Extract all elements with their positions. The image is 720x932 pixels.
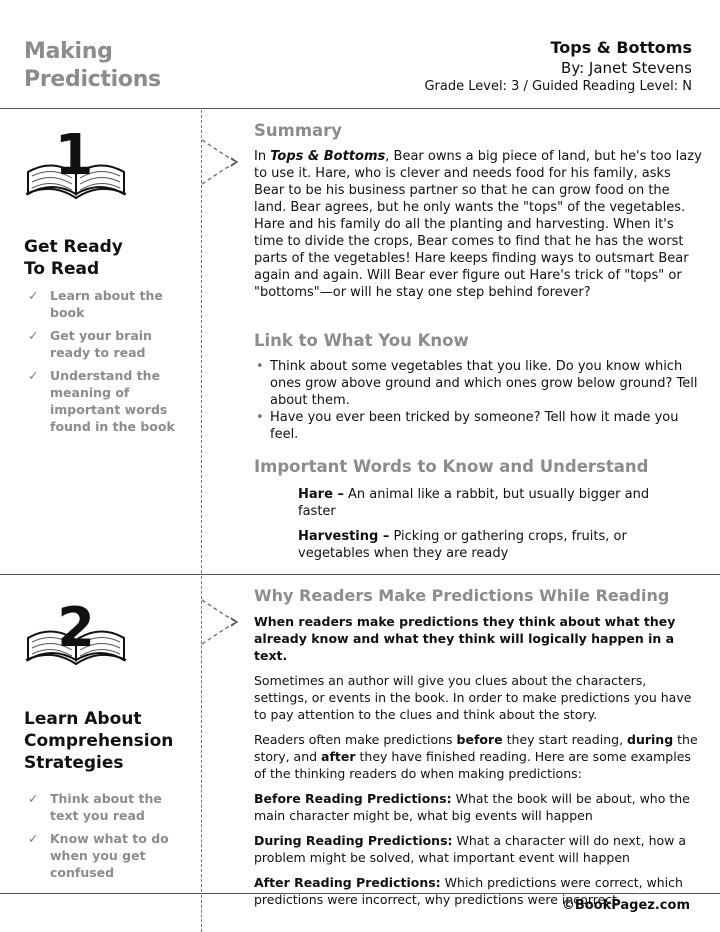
vocab-item <box>298 486 688 520</box>
step2-checklist <box>24 790 194 887</box>
page-title <box>24 38 161 94</box>
open-book-icon <box>22 588 132 668</box>
checklist-item-label: Understand the meaning of important words found in the book <box>50 368 175 434</box>
during-label: During Reading Predictions: <box>254 833 453 848</box>
vocab-list <box>298 486 688 570</box>
summary-text-in: In <box>254 149 271 164</box>
step2-heading-line2: Comprehension <box>24 731 174 751</box>
check-icon: ✓ <box>28 831 39 846</box>
open-book-icon <box>22 122 132 202</box>
summary-book-title: Tops & Bottoms <box>270 149 386 164</box>
step-number: 1 <box>54 123 94 188</box>
page-title-line2: Predictions <box>24 67 161 92</box>
vocab-term: Hare – <box>298 487 344 502</box>
dashed-arrow-icon <box>200 598 240 648</box>
bullet-text: Think about some vegetables that you like. Do you know which ones grow above ground and which ones grow below ground? Tell about them. <box>270 359 698 408</box>
why-intro: When readers make predictions they think about what they already know and what they think will logically happen in a text. <box>254 614 676 663</box>
copyright: ©BookPagez.com <box>561 898 690 913</box>
step1-heading <box>24 236 123 280</box>
before-predictions <box>254 790 702 824</box>
why-heading: Why Readers Make Predictions While Reading <box>254 586 670 605</box>
before-text: What the book will be about, who the main character might be, what big events will happen <box>254 791 690 823</box>
during-text: What a character will do next, how a problem might be solved, what important event will happen <box>254 833 687 865</box>
why-para2 <box>254 731 702 782</box>
why-para2-g: they have finished reading. Here are some examples of the thinking readers do when making predictions: <box>254 749 691 781</box>
vocab-definition: Picking or gathering crops, fruits, or vegetables when they are ready <box>298 529 627 561</box>
vocab-definition: An animal like a rabbit, but usually bigger and faster <box>298 487 650 519</box>
step2-heading-line1: Learn About <box>24 709 142 729</box>
checklist-item <box>24 367 184 435</box>
after-label: After Reading Predictions: <box>254 875 441 890</box>
bullet-item <box>256 409 702 443</box>
before-label: Before Reading Predictions: <box>254 791 452 806</box>
why-para2-a: Readers often make predictions <box>254 732 457 747</box>
summary-heading: Summary <box>254 121 343 140</box>
check-icon: ✓ <box>28 288 39 303</box>
bullet-dot: • <box>256 359 264 374</box>
why-para2-during: during <box>627 732 674 747</box>
checklist-item-label: Learn about the book <box>50 288 163 320</box>
after-text: Which predictions were correct, which predictions were incorrect, why predictions were incorrect <box>254 875 683 907</box>
summary-text-rest: , Bear owns a big piece of land, but he's too lazy to use it. Hare, who is clever and needs food for his family, asks Bear to be his business partner so that he can grow food on the land. Bear agrees, but he only wants the "tops" of the vegetables. Hare and his family do all the planting and harvesting. When it's time to divide the crops, Bear comes to find that he has the worst parts of the vegetables! Hare keeps finding ways to outsmart Bear again and again. Will Bear ever figure out Hare's trick of "tops" or "bottoms"—or will he stay one step behind forever? <box>254 149 702 300</box>
bullet-dot: • <box>256 410 264 425</box>
section-divider <box>0 574 720 575</box>
bullet-item <box>256 358 702 409</box>
summary-text <box>254 148 702 301</box>
checklist-item <box>24 790 194 824</box>
book-author: By: Janet Stevens <box>561 59 692 77</box>
checklist-item <box>24 327 184 361</box>
check-icon: ✓ <box>28 328 39 343</box>
checklist-item-label: Think about the text you read <box>50 791 162 823</box>
checklist-item <box>24 287 184 321</box>
checklist-item <box>24 830 194 881</box>
column-divider-3 <box>201 895 202 932</box>
why-para2-c: they start reading, <box>502 732 628 747</box>
book-title: Tops & Bottoms <box>550 38 692 57</box>
why-para2-after: after <box>321 749 356 764</box>
step2-heading <box>24 708 173 774</box>
why-para2-e: the story, and <box>254 732 698 764</box>
step2-heading-line3: Strategies <box>24 753 124 773</box>
book-grade: Grade Level: 3 / Guided Reading Level: N <box>424 79 692 94</box>
checklist-item-label: Get your brain ready to read <box>50 328 152 360</box>
words-heading: Important Words to Know and Understand <box>254 457 649 476</box>
step-number: 2 <box>57 596 95 659</box>
check-icon: ✓ <box>28 368 39 383</box>
link-heading: Link to What You Know <box>254 331 469 350</box>
dashed-arrow-icon <box>200 138 240 188</box>
step1-heading-line2: To Read <box>24 259 100 279</box>
vocab-term: Harvesting – <box>298 529 390 544</box>
checklist-item-label: Know what to do when you get confused <box>50 831 169 880</box>
during-predictions <box>254 832 702 866</box>
why-para1: Sometimes an author will give you clues about the characters, settings, or events in the book. In order to make predictions you have to pay attention to the clues and think about the story. <box>254 673 692 722</box>
vocab-item <box>298 528 688 562</box>
step1-heading-line1: Get Ready <box>24 237 123 257</box>
book-info <box>424 38 692 96</box>
why-body <box>254 613 702 916</box>
why-para2-before: before <box>456 732 503 747</box>
page-title-line1: Making <box>24 39 113 64</box>
link-bullets <box>256 358 702 443</box>
bullet-text: Have you ever been tricked by someone? Tell how it made you feel. <box>270 410 679 442</box>
header-divider <box>0 108 720 109</box>
check-icon: ✓ <box>28 791 39 806</box>
step1-checklist <box>24 287 184 441</box>
